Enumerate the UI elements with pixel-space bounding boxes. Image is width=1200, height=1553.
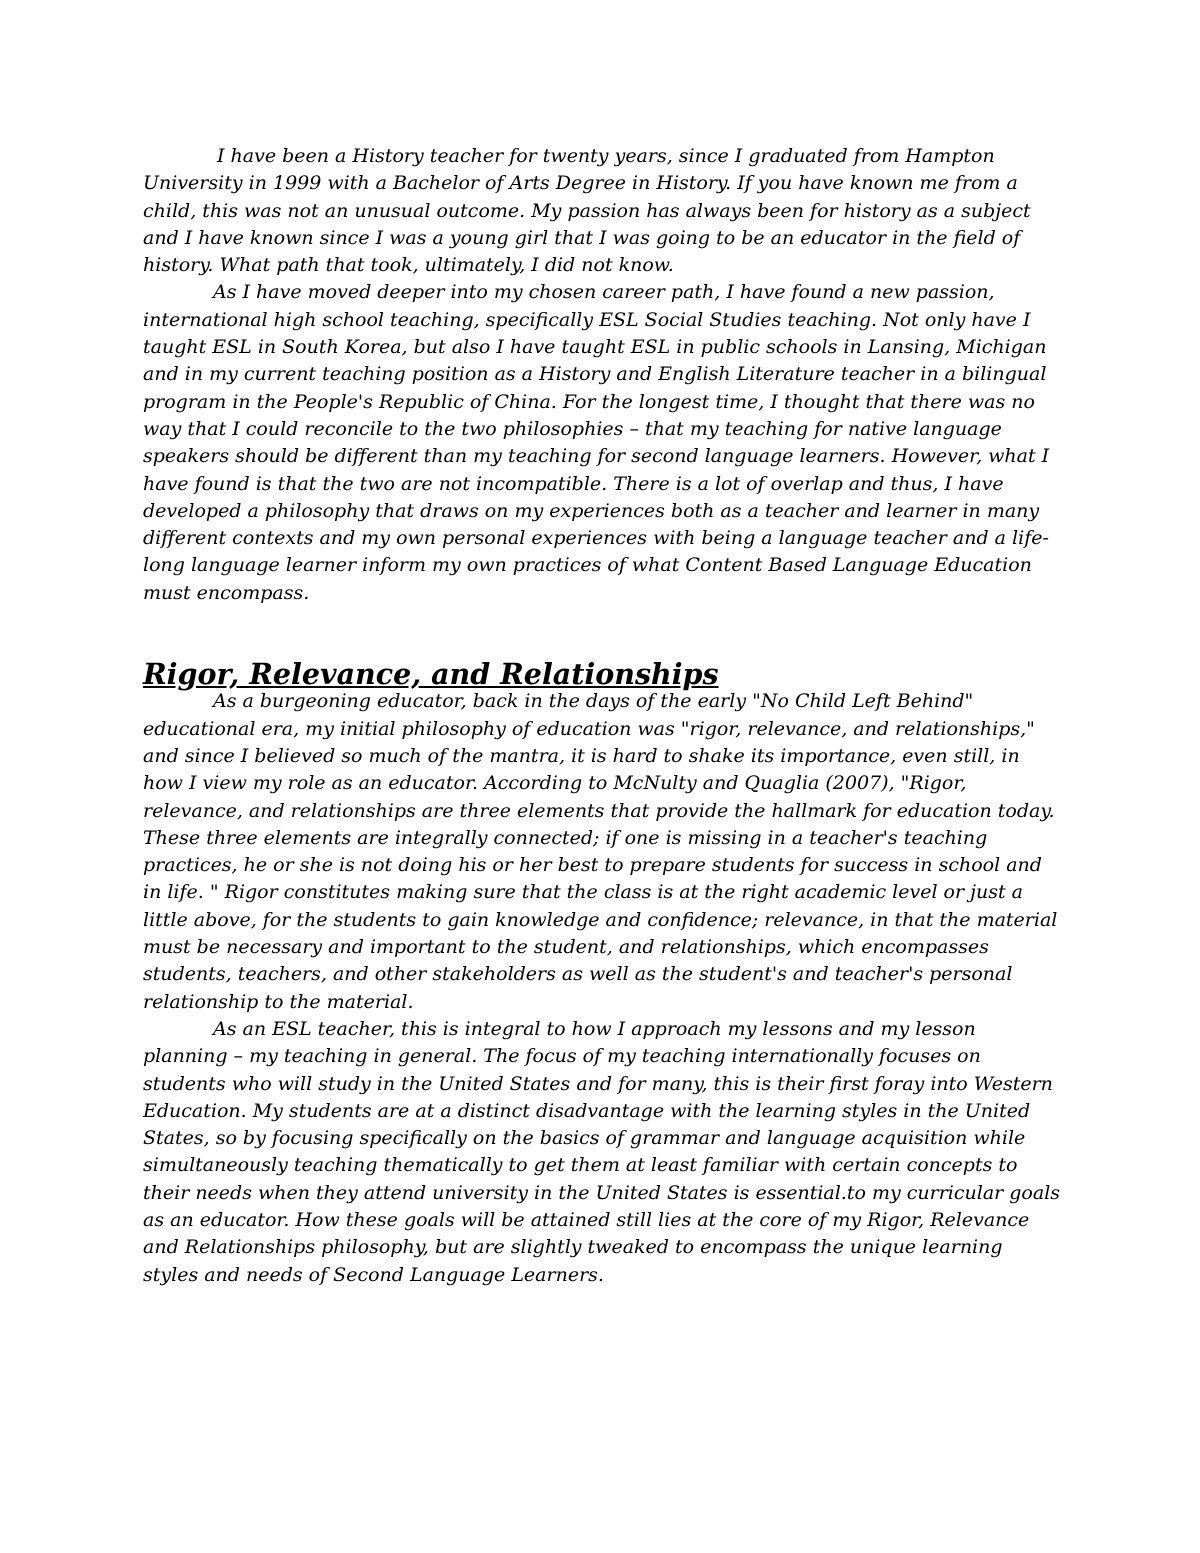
document-page — [143, 143, 1063, 1289]
section-heading: Rigor, Relevance, and Relationships — [143, 657, 719, 692]
section-spacer — [143, 607, 1063, 661]
section-paragraph-1: As a burgeoning educator, back in the days of the early "No Child Left Behind" educational era, my initial philosophy of education was "rigor, relevance, and relationships," and since I believed so much of the mantra, it is hard to shake its importance, even still, in how I view my role as an educator. According to McNulty and Quaglia (2007), "Rigor, relevance, and relationships are three elements that provide the hallmark for education today. These three elements are integrally connected; if one is missing in a teacher's teaching practices, he or she is not doing his or her best to prepare students for success in school and in life. " Rigor constitutes making sure that the class is at the right academic level or just a little above, for the students to gain knowledge and confidence; relevance, in that the material must be necessary and important to the student, and relationships, which encompasses students, teachers, and other stakeholders as well as the student's and teacher's personal relationship to the material. — [143, 690, 1058, 1013]
section-paragraph-2: As an ESL teacher, this is integral to how I approach my lessons and my lesson planning – my teaching in general. The focus of my teaching internationally focuses on students who will study in the United States and for many, this is their first foray into Western Education. My students are at a distinct disadvantage with the learning styles in the United States, so by focusing specifically on the basics of grammar and language acquisition while simultaneously teaching thematically to get them at least familiar with certain concepts to their needs when they attend university in the United States is essential.to my curricular goals as an educator. How these goals will be attained still lies at the core of my Rigor, Relevance and Relationships philosophy, but are slightly tweaked to encompass the unique learning styles and needs of Second Language Learners. — [143, 1017, 1061, 1286]
intro-paragraph-2: As I have moved deeper into my chosen career path, I have found a new passion, international high school teaching, specifically ESL Social Studies teaching. Not only have I taught ESL in South Korea, but also I have taught ESL in public schools in Lansing, Michigan and in my current teaching position as a History and English Literature teacher in a bilingual program in the People's Republic of China. For the longest time, I thought that there was no way that I could reconcile to the two philosophies – that my teaching for native language speakers should be different than my teaching for second language learners. However, what I have found is that the two are not incompatible. There is a lot of overlap and thus, I have developed a philosophy that draws on my experiences both as a teacher and learner in many different contexts and my own personal experiences with being a language teacher and a life-long language learner inform my own practices of what Content Based Language Education must encompass. — [143, 281, 1050, 604]
intro-paragraph-1: I have been a History teacher for twenty years, since I graduated from Hampton University in 1999 with a Bachelor of Arts Degree in History. If you have known me from a child, this was not an unusual outcome. My passion has always been for history as a subject and I have known since I was a young girl that I was going to be an educator in the field of history. What path that took, ultimately, I did not know. — [143, 145, 1031, 277]
